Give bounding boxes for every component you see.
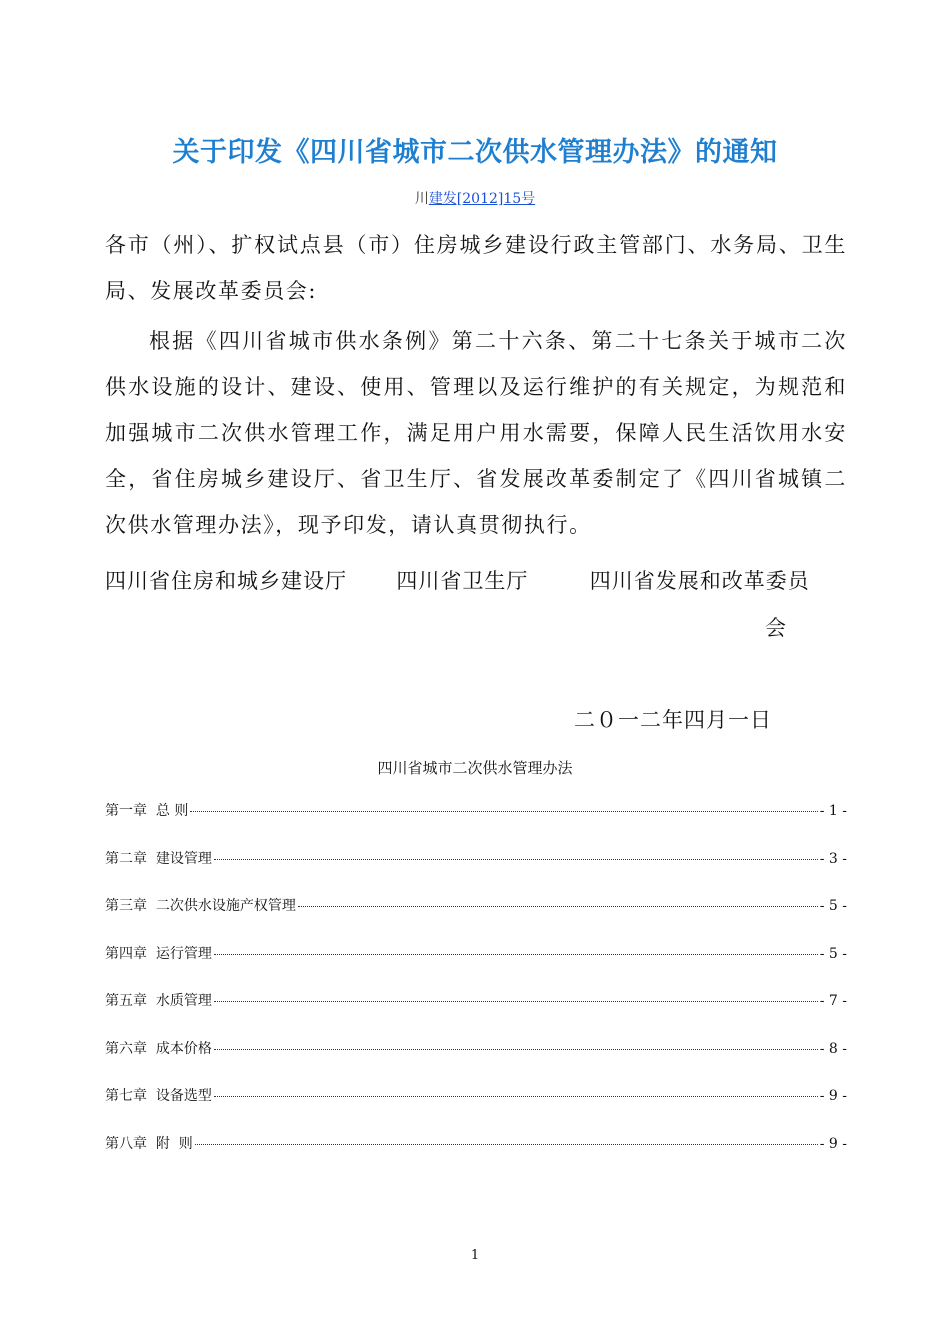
toc-entry-label: 第七章 设备选型 <box>105 1088 212 1104</box>
toc-entry-1[interactable] <box>105 800 847 848</box>
toc-entry-page: - 9 - <box>819 1135 847 1152</box>
toc-entry-page: - 9 - <box>819 1088 847 1104</box>
signatory-health: 四川省卫生厅 <box>396 569 529 593</box>
signatory-ndrc-tail: 会 <box>765 616 786 640</box>
toc-leader <box>195 1144 818 1145</box>
toc-leader <box>190 811 817 812</box>
table-of-contents <box>105 800 847 1180</box>
toc-entry-7[interactable] <box>105 1085 847 1133</box>
toc-entry-label: 第四章 运行管理 <box>105 945 212 962</box>
toc-entry-page: - 1 - <box>819 803 847 819</box>
toc-leader <box>298 906 818 907</box>
toc-entry-2[interactable] <box>105 848 847 896</box>
toc-leader <box>214 1049 818 1050</box>
toc-entry-3[interactable] <box>105 895 847 943</box>
toc-entry-8[interactable] <box>105 1133 847 1181</box>
toc-leader <box>214 1001 818 1002</box>
doc-number-link[interactable]: 建发[2012]15号 <box>428 191 536 207</box>
issue-date: 二０一二年四月一日 <box>574 708 772 732</box>
toc-leader <box>214 1096 818 1097</box>
toc-entry-page: - 3 - <box>819 850 847 867</box>
toc-entry-5[interactable] <box>105 990 847 1038</box>
document-number <box>0 188 950 208</box>
signatories <box>105 558 810 604</box>
toc-title: 四川省城市二次供水管理办法 <box>377 759 573 777</box>
signatory-ndrc: 四川省发展和改革委员 <box>589 569 810 593</box>
toc-entry-4[interactable] <box>105 943 847 991</box>
toc-entry-label: 第三章 二次供水设施产权管理 <box>105 898 296 914</box>
toc-entry-page: - 5 - <box>819 898 847 914</box>
toc-entry-page: - 5 - <box>819 945 847 962</box>
toc-entry-label: 第六章 成本价格 <box>105 1040 212 1057</box>
toc-leader <box>214 859 818 860</box>
toc-leader <box>214 954 818 955</box>
page-number: 1 <box>470 1248 480 1263</box>
body-paragraph: 根据《四川省城市供水条例》第二十六条、第二十七条关于城市二次供水设施的设计、建设、使用、管理以及运行维护的有关规定，为规范和加强城市二次供水管理工作，满足用户用水需要，保障人民生活饮用水安全，省住房城乡建设厅、省卫生厅、省发展改革委制定了《四川省城镇二次供水管理办法》，现予印发，请认真贯彻执行。 <box>105 329 847 537</box>
signatory-housing: 四川省住房和城乡建设厅 <box>105 569 347 593</box>
toc-entry-label: 第八章 附 则 <box>105 1135 193 1152</box>
toc-entry-page: - 8 - <box>819 1040 847 1057</box>
notice-title: 关于印发《四川省城市二次供水管理办法》的通知 <box>172 137 778 168</box>
toc-entry-6[interactable] <box>105 1038 847 1086</box>
doc-number-prefix: 川 <box>414 191 429 207</box>
addressees: 各市（州）、扩权试点县（市）住房城乡建设行政主管部门、水务局、卫生局、发展改革委员会: <box>105 233 847 303</box>
toc-entry-label: 第二章 建设管理 <box>105 850 212 867</box>
toc-entry-label: 第一章 总 则 <box>105 803 189 819</box>
toc-entry-label: 第五章 水质管理 <box>105 993 212 1009</box>
toc-entry-page: - 7 - <box>819 993 847 1009</box>
